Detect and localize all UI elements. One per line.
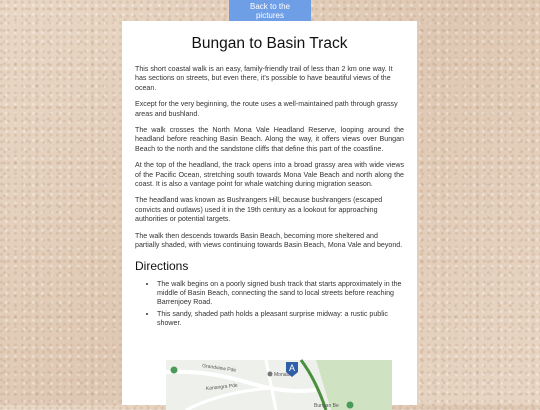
- place-label: Bungan Be: [314, 403, 339, 409]
- street-label: Kanangra Pde: [205, 382, 239, 392]
- article-content: [122, 21, 417, 329]
- place-label: Monash: [274, 372, 292, 378]
- views-paragraph: At the top of the headland, the track opens into a broad grassy area with wide views of the Pacific Ocean, stretching south towards Mona Vale Beach and north along the coast. It is also a vantage point for whale watching during migration season.: [135, 161, 404, 189]
- route-map[interactable]: [166, 360, 392, 410]
- history-paragraph: The headland was known as Bushrangers Hill, because bushrangers (escaped convicts and outlaws) used it in the 19th century as a lookout for approaching authorities or potential targets.: [135, 196, 383, 224]
- intro-paragraph: This short coastal walk is an easy, family-friendly trail of less than 2 km one way. It has sections on streets, but even there, it's possible to have beautiful views of the ocean.: [135, 65, 393, 92]
- park-pin-icon: [347, 402, 354, 409]
- marker-label: A: [288, 363, 296, 373]
- headland-paragraph: The walk crosses the North Mona Vale Headland Reserve, looping around the headland before reaching Basin Beach. Along the way, it offers views over Bungan Beach to the north and the sandstone cliffs that define this part of the coastline.: [135, 126, 404, 153]
- park-pin-icon: [171, 367, 178, 374]
- back-to-pictures-button[interactable]: Back to the pictures: [229, 0, 311, 21]
- street-label: Grandview Pde: [201, 363, 237, 374]
- place-icon: [268, 372, 273, 377]
- direction-item: • This sandy, shaded path holds a pleasant surprise midway: a rustic public shower.: [157, 310, 404, 329]
- descent-paragraph: The walk then descends towards Basin Beach, becoming more sheltered and partially shaded, with views continuing towards Basin Beach, Mona Vale and beyond.: [135, 231, 403, 250]
- directions-heading: Directions: [135, 258, 189, 273]
- direction-item: • The walk begins on a poorly signed bush track that starts approximately in the middle of Basin Beach, connecting the sand to local streets before reaching Barrenjoey Road.: [157, 280, 404, 308]
- page-title: Bungan to Basin Track: [191, 35, 348, 52]
- article-card: [122, 21, 417, 409]
- directions-list: [135, 280, 404, 329]
- route-paragraph: Except for the very beginning, the route uses a well-maintained path through grassy areas and bushland.: [135, 100, 398, 118]
- route-map-graphic: [166, 360, 392, 410]
